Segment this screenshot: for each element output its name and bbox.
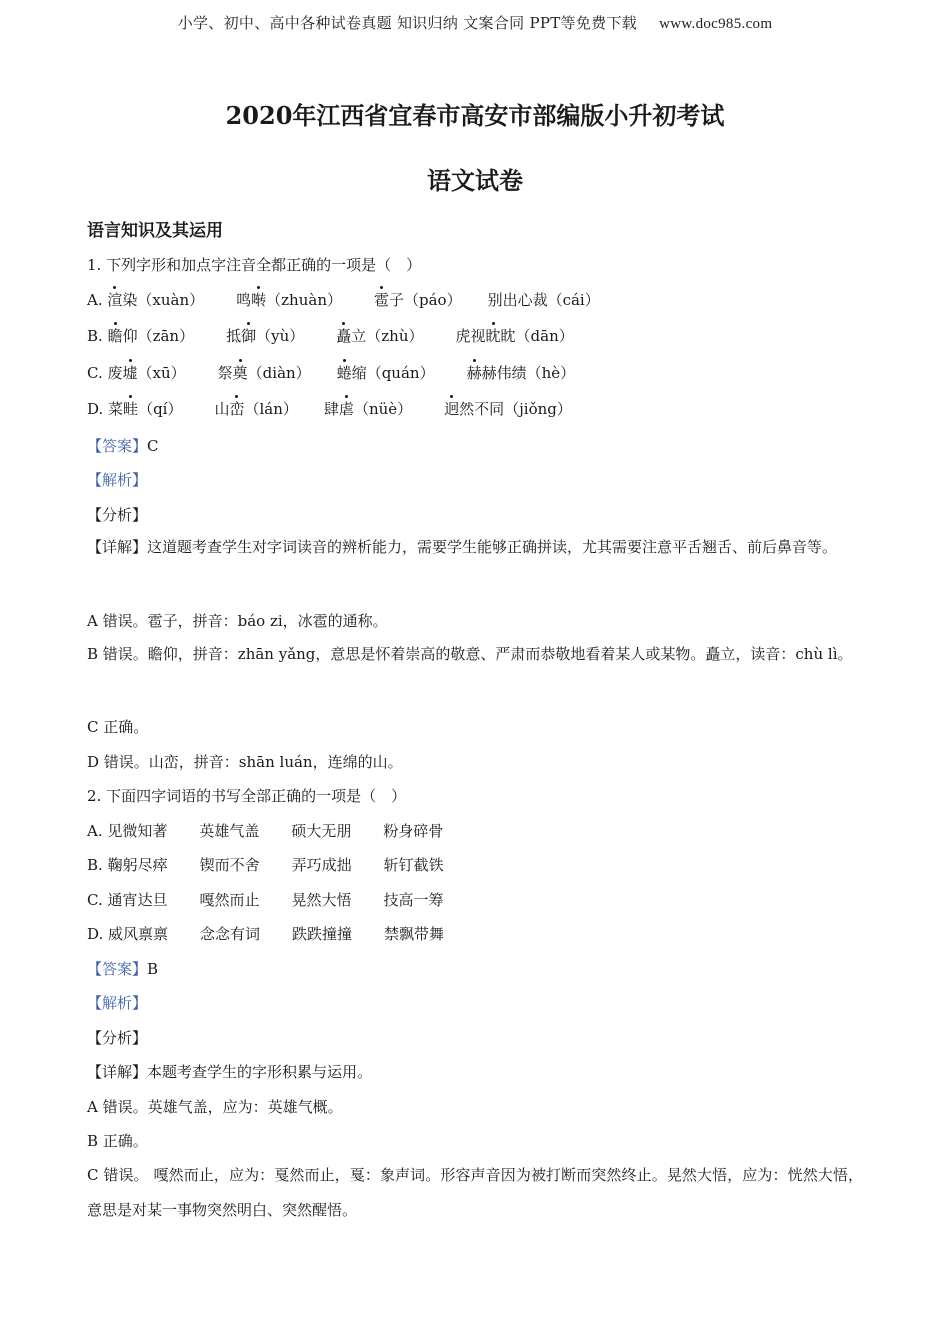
exam-subtitle: 语文试卷 (427, 166, 523, 195)
dotted-char: 瞻 (107, 327, 123, 345)
q1-jiexi: 【解析】 (87, 471, 148, 489)
q1-stem: 1. 下列字形和加点字注音全都正确的一项是（ ） (87, 256, 422, 274)
dotted-char: 迥 (444, 400, 460, 418)
section-heading: 语言知识及其运用 (87, 221, 223, 241)
q2-explain-a: A 错误。英雄气盖，应为：英雄气概。 (87, 1098, 343, 1116)
q2-explain-b: B 正确。 (87, 1132, 148, 1150)
header-text: 小学、初中、高中各种试卷真题 知识归纳 文案合同 PPT等免费下载 (177, 14, 638, 32)
q2-option-c: C. 通宵达旦 嘎然而止 晃然大悟 技高一筹 (87, 891, 444, 909)
q1-option-d: D. 菜畦（qí） 山峦（lán） 肆虐（nüè） 迥然不同（jiǒng） (87, 400, 572, 418)
q1-option-a: A. 渲染（xuàn） 鸣啭（zhuàn） 雹子（páo） 别出心裁（cái） (87, 291, 600, 309)
q2-detail: 【详解】本题考查学生的字形积累与运用。 (87, 1063, 373, 1081)
dotted-char: 奠 (232, 364, 248, 382)
dotted-char: 渲 (107, 291, 123, 309)
dotted-char: 雹 (373, 291, 389, 309)
q1-answer (87, 435, 159, 456)
q2-answer (87, 958, 158, 979)
q2-fenxi: 【分析】 (87, 1029, 148, 1047)
q1-option-c: C. 废墟（xū） 祭奠（diàn） 蜷缩（quán） 赫赫伟绩（hè） (87, 364, 576, 382)
q1-explain-a: A 错误。雹子，拼音：báo zi，冰雹的通称。 (87, 612, 388, 630)
header-site[interactable]: www.doc985.com (659, 16, 773, 32)
q2-jiexi: 【解析】 (87, 994, 148, 1012)
q2-option-a: A. 见微知著 英雄气盖 硕大无朋 粉身碎骨 (87, 822, 444, 840)
dotted-char: 眈 (485, 327, 501, 345)
dotted-char: 蜷 (336, 364, 352, 382)
q2-option-d: D. 威风禀禀 念念有词 跌跌撞撞 禁飘带舞 (87, 925, 445, 943)
q1-explain-b: B 错误。瞻仰，拼音：zhān yǎng，意思是怀着崇高的敬意、严肃而恭敬地看着某人或某物。矗立，读音：chù lì。 (87, 645, 853, 663)
dotted-char: 啭 (251, 291, 267, 309)
q2-stem: 2. 下面四字词语的书写全部正确的一项是（ ） (87, 787, 407, 805)
q1-explain-d: D 错误。山峦，拼音：shān luán，连绵的山。 (87, 753, 403, 771)
dotted-char: 矗 (336, 327, 352, 345)
q1-detail: 【详解】这道题考查学生对字词读音的辨析能力，需要学生能够正确拼读，尤其需要注意平舌翘舌、前后鼻音等。 (87, 538, 838, 556)
answer-value: C (147, 437, 159, 455)
dotted-char: 墟 (122, 364, 138, 382)
dotted-char: 峦 (229, 400, 245, 418)
q1-fenxi: 【分析】 (87, 506, 148, 524)
q1-option-b: B. 瞻仰（zān） 抵御（yù） 矗立（zhù） 虎视眈眈（dān） (87, 327, 574, 345)
answer-tag: 【答案】 (87, 437, 148, 455)
dotted-char: 畦 (123, 400, 139, 418)
page-header (0, 12, 950, 33)
q2-option-b: B. 鞠躬尽瘁 锲而不舍 弄巧成拙 斩钉截铁 (87, 856, 444, 874)
q1-explain-c: C 正确。 (87, 718, 149, 736)
dotted-char: 御 (241, 327, 257, 345)
exam-title: 2020年江西省宜春市高安市部编版小升初考试 (225, 101, 725, 130)
dotted-char: 赫 (466, 364, 482, 382)
answer-tag: 【答案】 (87, 960, 148, 978)
q2-explain-c: C 错误。 嘎然而止，应为：戛然而止，戛：象声词。形容声音因为被打断而突然终止。晃然大悟，应为：恍然大悟，意思是对某一事物突然明白、突然醒悟。 (87, 1166, 863, 1219)
answer-value: B (147, 960, 159, 978)
dotted-char: 虐 (338, 400, 354, 418)
